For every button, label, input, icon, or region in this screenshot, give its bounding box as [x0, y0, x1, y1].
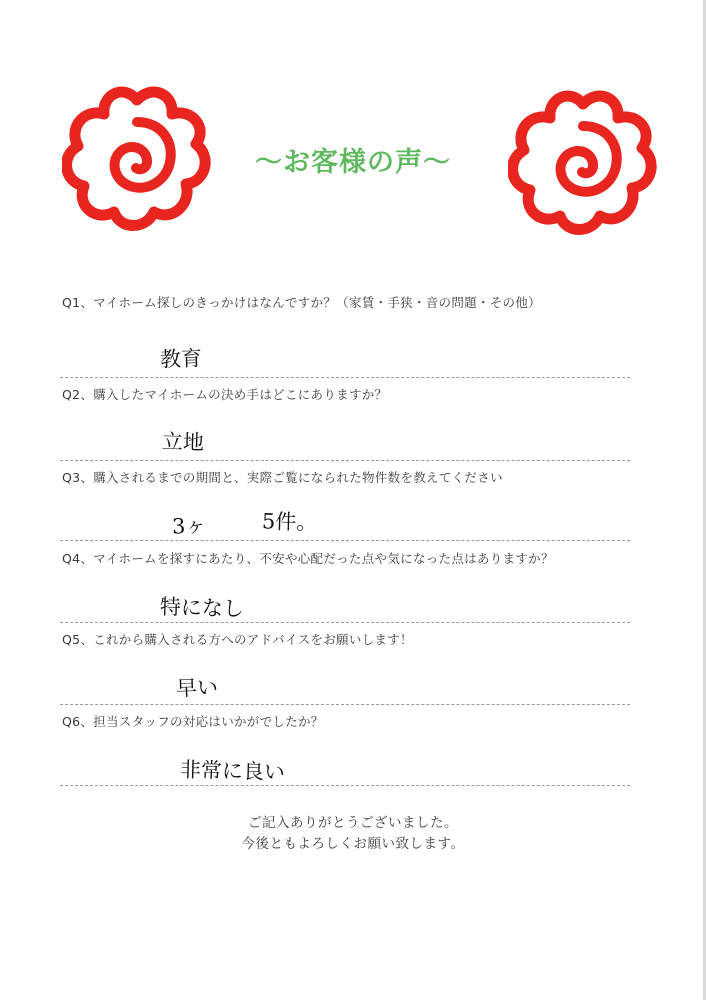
answer-5: 早い: [175, 675, 219, 701]
answer-4: 特になし: [159, 594, 245, 622]
answer-2: 立地: [161, 429, 205, 455]
answer-3-count: 5件。: [261, 509, 318, 535]
closing-line-2: 今後ともよろしくお願い致します。: [241, 836, 465, 852]
answer-line-1: [60, 377, 630, 378]
answer-line-6: [60, 785, 630, 786]
question-1: Q1、マイホーム探しのきっかけはなんですか？（家賃・手狭・音の問題・その他）: [62, 295, 541, 310]
closing-line-1: ご記入ありがとうございました。: [248, 815, 458, 831]
answer-1: 教育: [159, 346, 203, 372]
answer-3-period: 3ヶ: [171, 513, 207, 539]
question-5: Q5、これから購入される方へのアドバイスをお願いします！: [62, 632, 413, 647]
question-4: Q4、マイホームを探すにあたり、不安や心配だった点や気になった点はありますか？: [62, 551, 554, 566]
question-6: Q6、担当スタッフの対応はいかがでしたか？: [62, 714, 324, 729]
page-title: 〜お客様の声〜: [255, 147, 451, 178]
answer-6: 非常に良い: [179, 757, 286, 785]
answer-line-2: [60, 460, 630, 461]
answer-line-4: [60, 622, 630, 623]
answer-line-5: [60, 704, 630, 705]
answer-line-3: [60, 540, 630, 541]
question-3: Q3、購入されるまでの期間と、実際ご覧になられた物件数を教えてください: [62, 470, 503, 485]
question-2: Q2、購入したマイホームの決め手はどこにありますか？: [62, 387, 388, 402]
